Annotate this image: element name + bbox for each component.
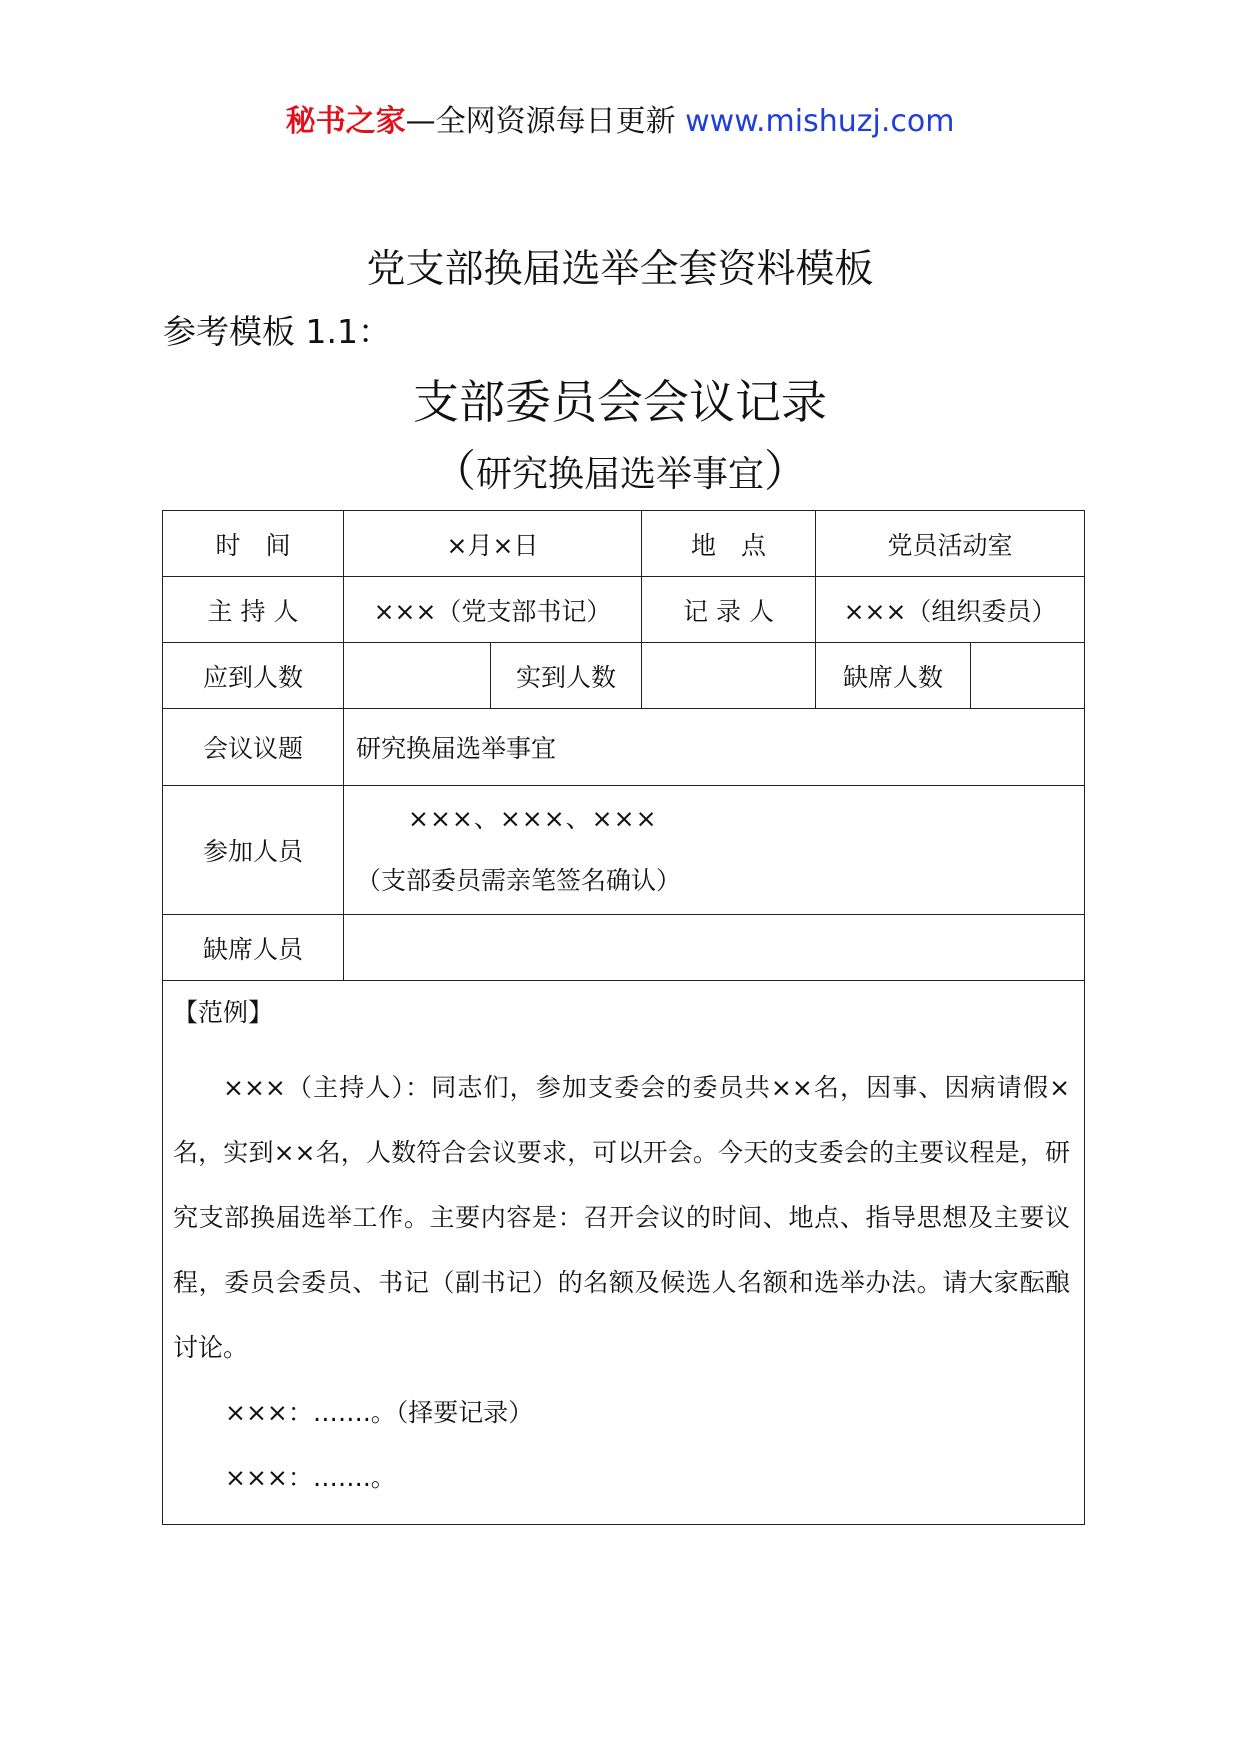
table-row-absent — [163, 915, 1085, 981]
table-row-time — [163, 511, 1085, 577]
participants-label: 参加人员 — [163, 786, 344, 915]
actual-count-value[interactable] — [642, 643, 816, 709]
actual-count-label: 实到人数 — [491, 643, 642, 709]
brand-name: 秘书之家 — [285, 104, 406, 139]
recorder-label: 记 录 人 — [642, 577, 816, 643]
subtitle-close-paren: ） — [764, 446, 808, 497]
participants-cell[interactable] — [344, 786, 1085, 915]
table-row-example — [163, 981, 1085, 1525]
absent-value[interactable] — [344, 915, 1085, 981]
header-url[interactable]: www.mishuzj.com — [685, 104, 955, 139]
meeting-record-title: 支部委员会会议记录 — [413, 375, 827, 429]
participants-note: （支部委员需亲笔签名确认） — [356, 866, 682, 895]
table-row-topic — [163, 709, 1085, 786]
subtitle-open-paren: （ — [431, 446, 476, 497]
host-value[interactable]: ×××（党支部书记） — [344, 577, 642, 643]
absent-label: 缺席人员 — [163, 915, 344, 981]
reference-label: 参考模板 1.1： — [163, 312, 391, 351]
topic-value[interactable]: 研究换届选举事宜 — [344, 709, 1085, 786]
example-label: 【范例】 — [173, 998, 274, 1027]
meeting-subtitle — [0, 446, 1240, 501]
absent-count-label: 缺席人数 — [816, 643, 971, 709]
example-paragraph: ×××（主持人）：同志们，参加支委会的委员共××名，因事、因病请假×名，实到××名，人数符合会议要求，可以开会。今天的支委会的主要议程是，研究支部换届选举工作。主要内容是：召开会议的时间、地点、指导思想及主要议程，委员会委员、书记（副书记）的名额及候选人名额和选举办法。请大家酝酿讨论。 — [173, 1073, 1071, 1362]
participants-names: ×××、×××、××× — [408, 804, 658, 833]
example-line-3: ×××：…….。 — [225, 1463, 396, 1492]
expected-count-value[interactable] — [344, 643, 491, 709]
meeting-record-table — [162, 510, 1085, 1525]
expected-count-label: 应到人数 — [163, 643, 344, 709]
example-line-2: ×××：…….。（择要记录） — [225, 1398, 534, 1427]
site-header — [0, 100, 1240, 144]
example-cell — [163, 981, 1085, 1525]
time-value[interactable]: ×月×日 — [344, 511, 642, 577]
table-row-host — [163, 577, 1085, 643]
place-label: 地 点 — [642, 511, 816, 577]
host-label: 主 持 人 — [163, 577, 344, 643]
time-label: 时 间 — [163, 511, 344, 577]
recorder-value[interactable]: ×××（组织委员） — [816, 577, 1085, 643]
topic-label: 会议议题 — [163, 709, 344, 786]
table-row-participants — [163, 786, 1085, 915]
table-row-attendance — [163, 643, 1085, 709]
document-title: 党支部换届选举全套资料模板 — [366, 247, 874, 292]
absent-count-value[interactable] — [971, 643, 1085, 709]
header-slogan: —全网资源每日更新 — [405, 104, 676, 139]
subtitle-text: 研究换届选举事宜 — [475, 454, 764, 495]
place-value[interactable]: 党员活动室 — [816, 511, 1085, 577]
